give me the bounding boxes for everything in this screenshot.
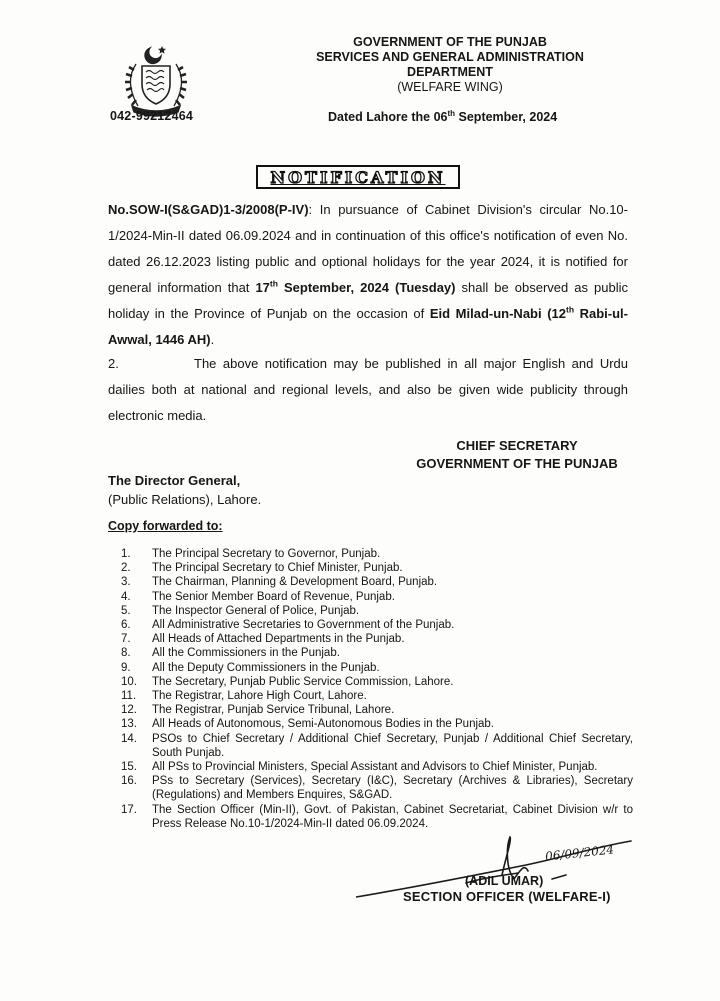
chief-secretary-block: CHIEF SECRETARY GOVERNMENT OF THE PUNJAB — [416, 438, 618, 471]
list-item — [121, 590, 633, 604]
list-item-text: The Section Officer (Min-II), Govt. of Pakistan, Cabinet Secretariat, Cabinet Division w/r to Press Release No.10-1/2024-Min-II dated 06.09.2024. — [152, 803, 633, 830]
list-item-number: 13. — [121, 718, 137, 731]
list-item-text: All the Deputy Commissioners in the Punjab. — [152, 661, 380, 674]
list-item — [121, 675, 633, 689]
list-item-text: The Senior Member Board of Revenue, Punjab. — [152, 590, 395, 603]
govt-name: GOVERNMENT OF THE PUNJAB — [353, 35, 547, 49]
list-item-number: 8. — [121, 647, 131, 660]
list-item — [121, 632, 633, 646]
issue-date: Dated Lahore the 06th September, 2024 — [328, 109, 558, 125]
copy-forwarded-heading: Copy forwarded to: — [108, 519, 223, 533]
list-item-number: 16. — [121, 775, 137, 788]
list-item-number: 7. — [121, 633, 131, 646]
list-item — [121, 760, 633, 774]
list-item — [121, 661, 633, 675]
list-item-text: All Heads of Autonomous, Semi-Autonomous Bodies in the Punjab. — [152, 718, 495, 731]
signatory-designation: SECTION OFFICER (WELFARE-I) — [403, 889, 611, 904]
list-item — [121, 547, 633, 561]
list-item-number: 10. — [121, 675, 137, 688]
list-item-text: All Heads of Attached Departments in the Punjab. — [152, 633, 405, 646]
list-item — [121, 575, 633, 589]
paragraph-2: 2. The above notification may be published in all major English and Urdu dailies both at national and regional levels, and also be given wide publicity through electronic media. — [108, 351, 628, 429]
signature-date: 06/09/2024 — [544, 842, 615, 864]
copy-list — [121, 547, 633, 831]
list-item — [121, 774, 633, 802]
department-name: SERVICES AND GENERAL ADMINISTRATION — [316, 50, 584, 64]
list-item-number: 12. — [121, 704, 137, 717]
list-item-number: 5. — [121, 604, 131, 617]
list-item-text: The Registrar, Lahore High Court, Lahore. — [152, 690, 367, 703]
list-item-number: 2. — [121, 562, 131, 575]
paragraph-number: 2. — [108, 356, 119, 371]
list-item-text: The Registrar, Punjab Service Tribunal, Lahore. — [152, 704, 395, 717]
paragraph-1: No.SOW-I(S&GAD)1-3/2008(P-IV): In pursuance of Cabinet Division's circular No.10-1/2024-Min-II dated 06.09.2024 and in continuation of this office's notification of even No. dated 26.12.2023 listing public and optional holidays for the year 2024, it is notified for general information that 17th September, 2024 (Tuesday) shall be observed as public holiday in the Province of Punjab on the occasion of Eid Milad-un-Nabi (12th Rabi-ul-Awwal, 1446 AH). — [108, 202, 629, 347]
list-item-number: 17. — [121, 803, 137, 816]
office-phone: 042-99212464 — [110, 109, 194, 123]
letterhead — [300, 35, 600, 95]
list-item — [121, 703, 633, 717]
notification-title-box — [256, 165, 460, 189]
list-item-number: 11. — [121, 690, 137, 703]
list-item-text: PSs to Secretary (Services), Secretary (I&C), Secretary (Archives & Libraries), Secretary (Regulations) and Members Enquires, S&GAD. — [152, 775, 633, 802]
list-item-number: 15. — [121, 761, 137, 774]
list-item-number: 14. — [121, 732, 137, 745]
list-item — [121, 732, 633, 760]
list-item-number: 6. — [121, 619, 131, 632]
wing-name: (WELFARE WING) — [397, 80, 503, 94]
department-word: DEPARTMENT — [407, 65, 493, 79]
holiday-occasion: Eid Milad-un-Nabi (12th Rabi-ul-Awwal, 1446 AH) — [108, 304, 629, 347]
list-item — [121, 646, 633, 660]
list-item — [121, 689, 633, 703]
list-item-text: All the Commissioners in the Punjab. — [152, 647, 340, 660]
list-item — [121, 561, 633, 575]
list-item-number: 3. — [121, 576, 131, 589]
notification-title: NOTIFICATION — [270, 167, 446, 187]
holiday-date: 17th September, 2024 (Tuesday) — [255, 278, 456, 295]
list-item — [121, 803, 633, 831]
list-item — [121, 717, 633, 731]
signatory-name: (ADIL UMAR) — [465, 874, 544, 888]
list-item — [121, 604, 633, 618]
list-item-text: The Chairman, Planning & Development Board, Punjab. — [152, 576, 438, 589]
list-item-text: The Principal Secretary to Chief Minister, Punjab. — [152, 562, 403, 575]
list-item-text: All PSs to Provincial Ministers, Special Assistant and Advisors to Chief Minister, Punjab. — [152, 761, 598, 774]
list-item — [121, 618, 633, 632]
list-item-text: The Principal Secretary to Governor, Punjab. — [152, 548, 381, 560]
list-item-text: The Inspector General of Police, Punjab. — [152, 604, 360, 617]
reference-number: No.SOW-I(S&GAD)1-3/2008(P-IV) — [108, 202, 309, 217]
list-item-number: 4. — [121, 590, 131, 603]
addressee: The Director General, (Public Relations), Lahore. — [108, 473, 262, 507]
punjab-government-logo — [110, 38, 202, 118]
list-item-text: PSOs to Chief Secretary / Additional Chief Secretary, Punjab / Additional Chief Secretary, South Punjab. — [152, 732, 633, 759]
list-item-text: The Secretary, Punjab Public Service Commission, Lahore. — [152, 675, 454, 688]
list-item-number: 1. — [121, 548, 131, 560]
list-item-number: 9. — [121, 661, 131, 674]
list-item-text: All Administrative Secretaries to Government of the Punjab. — [152, 619, 455, 632]
